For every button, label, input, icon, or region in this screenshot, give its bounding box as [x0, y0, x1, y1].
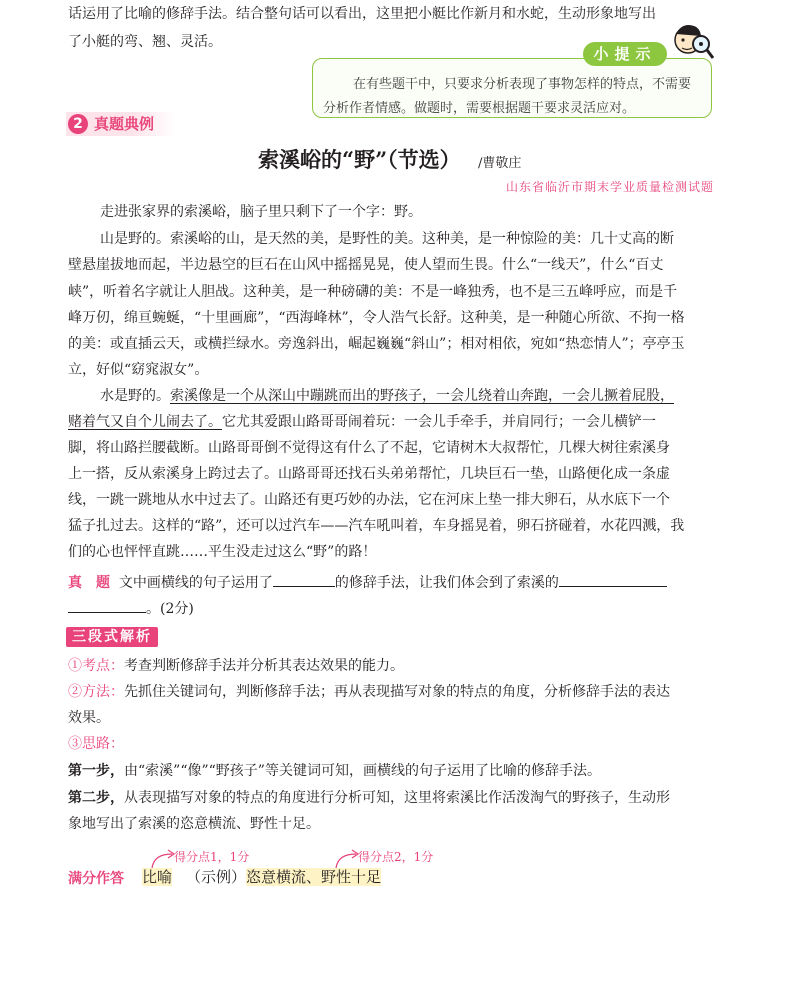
- fangfa-line-2: 效果。: [68, 710, 110, 726]
- full-answer-label: 满分作答: [68, 871, 124, 887]
- water-line-1: [100, 386, 718, 406]
- step1-line: [68, 761, 718, 781]
- article-line: 猛子扎过去。这样的“路”，还可以过汽车——汽车吼叫着，车身摇晃着，卵石挤碰着，水花四溅，我: [68, 518, 685, 534]
- intro-line-1: 话运用了比喻的修辞手法。结合整句话可以看出，这里把小艇比作新月和水蛇，生动形象地写出: [68, 6, 656, 22]
- question-text-1: 文中画横线的句子运用了: [118, 575, 273, 591]
- article-source: 山东省临沂市期末学业质量检测试题: [505, 180, 714, 194]
- underlined-sentence: 赌着气又自个儿闹去了。: [68, 414, 222, 430]
- answer-1: [142, 866, 172, 887]
- step2-line-2: 象地写出了索溪的恣意横流、野性十足。: [68, 816, 320, 832]
- analysis-header: 三段式解析: [66, 627, 158, 647]
- kaodian-text: 考查判断修辞手法并分析其表达效果的能力。: [124, 658, 404, 674]
- article-line: 线，一跳一跳地从水中过去了。山路还有更巧妙的办法，它在河床上垫一排大卵石，从水底下一个: [68, 492, 670, 508]
- article-line: 脚，将山路拦腰截断。山路哥哥倒不觉得这有什么了不起，它请树木大叔帮忙，几棵大树往索溪身: [68, 440, 670, 456]
- article-line: 的美：或直插云天，或横拦绿水。旁逸斜出，崛起巍巍“斜山”；相对相依，宛如“热恋情人”；亭亭玉: [68, 336, 685, 352]
- article-line: 走进张家界的索溪峪，脑子里只剩下了一个字：野。: [100, 204, 422, 220]
- article-line: 们的心也怦怦直跳……平生没走过这么“野”的路！: [68, 544, 377, 560]
- article-line: 立，好似“窈窕淑女”。: [68, 362, 209, 378]
- water-line-2: [68, 412, 718, 432]
- magnifier-boy-icon: [668, 20, 716, 68]
- section-label: 真题典例: [94, 115, 155, 133]
- section-number: 2: [68, 114, 88, 134]
- tip-box: [312, 58, 712, 118]
- tip-line-2: 分析作者情感。做题时，需要根据题干要求灵活应对。: [323, 101, 636, 116]
- silu-label: ③思路：: [68, 736, 124, 752]
- article-line: 壁悬崖拔地而起，半边悬空的巨石在山风中摇摇晃晃，使人望而生畏。什么“一线天”，什么“百丈: [68, 257, 664, 273]
- answer-blank-1[interactable]: [273, 572, 335, 587]
- question-text-2: 的修辞手法，让我们体会到了索溪的: [334, 575, 559, 591]
- answer-blank-2[interactable]: [559, 572, 667, 587]
- fangfa-text: 先抓住关键词句，判断修辞手法；再从表现描写对象的特点的角度，分析修辞手法的表达: [124, 684, 670, 700]
- kaodian-line: [68, 656, 718, 676]
- step2-text: 从表现描写对象的特点的角度进行分析可知，这里将索溪比作活泼淘气的野孩子，生动形: [124, 790, 670, 806]
- intro-line-2: 了小艇的弯、翘、灵活。: [68, 34, 222, 50]
- tip-badge: 小提示: [583, 42, 667, 66]
- underlined-sentence: 索溪像是一个从深山中蹦跳而出的野孩子，一会儿绕着山奔跑，一会儿撅着屁股，: [170, 388, 674, 404]
- question-line-2: [68, 598, 718, 619]
- question-line-1: [68, 572, 718, 593]
- step1-text: 由“索溪”“像”“野孩子”等关键词可知，画横线的句子运用了比喻的修辞手法。: [124, 763, 601, 779]
- step2-line: [68, 788, 718, 808]
- article-line: 山是野的。索溪峪的山，是天然的美，是野性的美。这种美，是一种惊险的美：几十丈高的断: [100, 231, 674, 247]
- article-line: 上一搭，反从索溪身上跨过去了。山路哥哥还找石头弟弟帮忙，几块巨石一垫，山路便化成一条虚: [68, 466, 670, 482]
- water-lead: 水是野的。: [100, 388, 170, 404]
- step2-label: 第二步，: [68, 790, 124, 806]
- answer-feature: 恣意横流、野性十足: [246, 868, 382, 886]
- answer-2: [186, 866, 381, 887]
- question-label: 真 题: [68, 575, 110, 591]
- answer-example: （示例）: [186, 868, 247, 886]
- article-line: 峡”，听着名字就让人胆战。这种美，是一种磅礴的美：不是一峰独秀，也不是三五峰呼应，而是千: [68, 284, 678, 300]
- fangfa-line: [68, 682, 718, 702]
- score-point-1: 得分点1，1分: [174, 850, 250, 864]
- step1-label: 第一步，: [68, 763, 124, 779]
- score-point-2: 得分点2，1分: [358, 850, 434, 864]
- answer-metaphor: 比喻: [142, 868, 173, 886]
- fangfa-label: ②方法：: [68, 684, 124, 700]
- water-rest: 它尤其爱跟山路哥哥闹着玩：一会儿手牵手，并肩同行；一会儿横铲一: [222, 414, 656, 430]
- question-points: 。(2分): [146, 601, 194, 617]
- tip-line-1: 在有些题干中，只要求分析表现了事物怎样的特点，不需要: [353, 77, 692, 92]
- section-header: [66, 112, 176, 136]
- answer-blank-2-cont[interactable]: [68, 598, 146, 613]
- article-author: /曹敬庄: [478, 156, 522, 171]
- article-title: 索溪峪的“野”（节选）: [258, 147, 461, 172]
- article-line: 峰万仞，绵亘蜿蜒，“十里画廊”，“西海峰林”，令人浩气长舒。这种美，是一种随心所欲、不拘一格: [68, 310, 685, 326]
- kaodian-label: ①考点：: [68, 658, 124, 674]
